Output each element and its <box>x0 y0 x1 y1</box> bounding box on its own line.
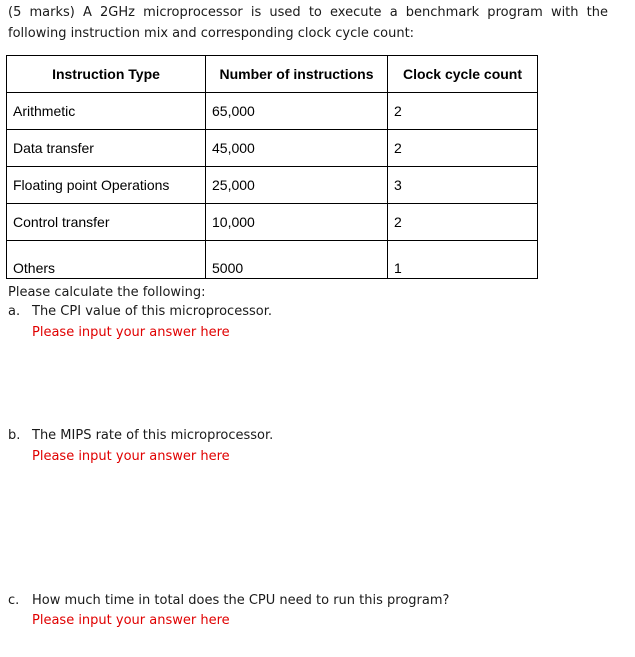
question-a-marker: a. <box>8 304 21 319</box>
table-row <box>7 130 538 167</box>
table-row <box>7 167 538 204</box>
header-number-of-instructions: Number of instructions <box>206 56 388 93</box>
cell-clock-cycles: 2 <box>388 204 538 241</box>
question-b-answer-field[interactable]: Please input your answer here <box>32 449 230 464</box>
cell-instruction-type: Arithmetic <box>7 93 206 130</box>
cell-clock-cycles: 3 <box>388 167 538 204</box>
question-a-text: The CPI value of this microprocessor. <box>32 304 272 319</box>
table-row <box>7 93 538 130</box>
cell-instruction-count: 25,000 <box>206 167 388 204</box>
header-clock-cycle-count: Clock cycle count <box>388 56 538 93</box>
table-row <box>7 241 538 279</box>
question-a-answer-field[interactable]: Please input your answer here <box>32 325 230 340</box>
question-c-answer-field[interactable]: Please input your answer here <box>32 613 230 628</box>
cell-clock-cycles: 1 <box>388 241 538 279</box>
cell-instruction-count: 45,000 <box>206 130 388 167</box>
question-intro: (5 marks) A 2GHz microprocessor is used to execute a benchmark program with the following instruction mix and corresponding clock cycle count: <box>8 5 608 41</box>
instruction-mix-table <box>6 55 538 279</box>
cell-instruction-type: Floating point Operations <box>7 167 206 204</box>
table-header-row <box>7 56 538 93</box>
cell-instruction-count: 5000 <box>206 241 388 279</box>
question-b-marker: b. <box>8 428 21 443</box>
question-c-text: How much time in total does the CPU need to run this program? <box>32 593 450 608</box>
cell-instruction-count: 10,000 <box>206 204 388 241</box>
calculation-prompt: Please calculate the following: <box>8 285 206 300</box>
cell-clock-cycles: 2 <box>388 130 538 167</box>
table-row <box>7 204 538 241</box>
cell-instruction-type: Control transfer <box>7 204 206 241</box>
cell-instruction-type: Data transfer <box>7 130 206 167</box>
header-instruction-type: Instruction Type <box>7 56 206 93</box>
question-c-marker: c. <box>8 593 20 608</box>
question-b-text: The MIPS rate of this microprocessor. <box>32 428 274 443</box>
cell-instruction-count: 65,000 <box>206 93 388 130</box>
cell-instruction-type: Others <box>7 241 206 279</box>
cell-clock-cycles: 2 <box>388 93 538 130</box>
